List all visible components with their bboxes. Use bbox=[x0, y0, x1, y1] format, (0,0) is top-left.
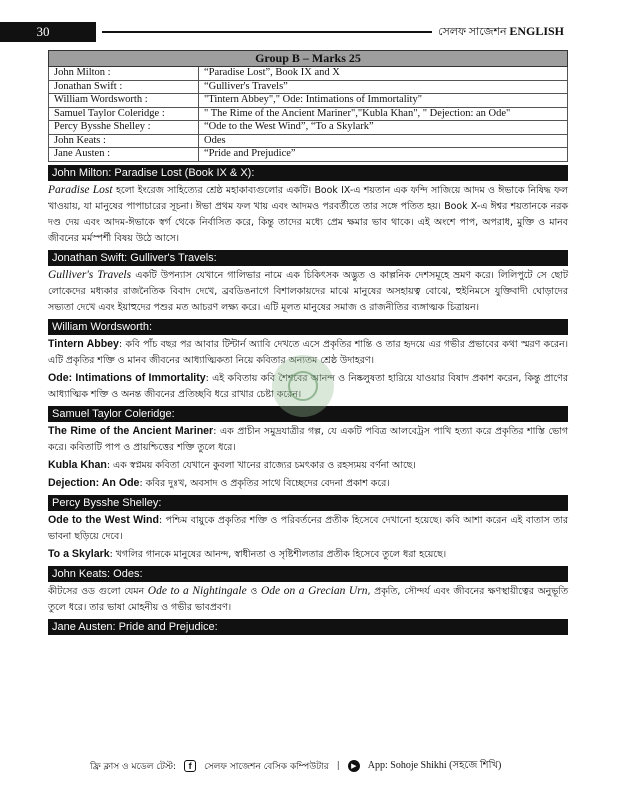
work-title: Ode on a Grecian Urn bbox=[260, 584, 368, 597]
group-table-title: Group B – Marks 25 bbox=[49, 51, 568, 67]
work-title: Tintern Abbey bbox=[48, 337, 119, 350]
milton-paragraph bbox=[48, 182, 568, 247]
section-heading-milton: John Milton: Paradise Lost (Book IX & X): bbox=[48, 165, 568, 181]
paragraph-text: : এক স্বপ্নময় কবিতা যেখানে কুবলা খানের রাজ্যের চমৎকার ও রহস্যময় বর্ণনা আছে। bbox=[106, 459, 416, 471]
coleridge-item-2 bbox=[48, 457, 568, 474]
brand-bn: সেলফ সাজেশন bbox=[438, 25, 507, 38]
table-row bbox=[49, 80, 568, 94]
footer-app-label[interactable]: App: Sohoje Shikhi (সহজে শিখি) bbox=[367, 759, 502, 771]
section-heading-austen: Jane Austen: Pride and Prejudice: bbox=[48, 619, 568, 635]
watermark-ring bbox=[288, 371, 318, 401]
paragraph-text: , প্রকৃতি, সৌন্দর্য এবং জীবনের ক্ষণস্থায়ীত্বের অনুভূতি তুলে ধরে। তার ভাষা মোহনীয় ও গভীর ভাবপ্রবণ। bbox=[48, 585, 568, 613]
coleridge-item-3 bbox=[48, 475, 568, 492]
swift-paragraph bbox=[48, 267, 568, 316]
header-brand bbox=[438, 23, 618, 42]
section-heading-shelley: Percy Bysshe Shelley: bbox=[48, 495, 568, 511]
work-title: Paradise Lost bbox=[48, 183, 113, 196]
works-cell: “Gulliver's Travels” bbox=[199, 80, 568, 94]
section-heading-swift: Jonathan Swift: Gulliver's Travels: bbox=[48, 250, 568, 266]
paragraph-text: একটি উপন্যাস যেখানে গালিভার নামে এক চিকিৎসক অদ্ভুত ও কাল্পনিক দেশসমূহে ভ্রমণ করে। লিলিপুটে সে ছোট লোকেদের মধ্যকার রাজনৈতিক বিবাদ দেখে, ব্রবডিঙনাগে বিশালকায়দের মাঝে মানুষের অসহায়ত্ব বোঝে, হুইনিমসে যুক্তিবাদী ঘোড়াদের সভ্যতা দেখে এবং ইয়াহুদের পশুর মত আচরণ লক্ষ্য করে। এটি মূলত মানুষের সমাজ ও রাজনীতির ব্যঙ্গাত্মক চিত্রায়ন। bbox=[48, 269, 569, 313]
table-row bbox=[49, 107, 568, 121]
works-cell: Odes bbox=[199, 134, 568, 148]
page-content bbox=[48, 50, 568, 635]
author-cell: John Keats : bbox=[49, 134, 199, 148]
author-cell: Samuel Taylor Coleridge : bbox=[49, 107, 199, 121]
group-b-table bbox=[48, 50, 568, 162]
section-heading-keats: John Keats: Odes: bbox=[48, 566, 568, 582]
page-number: 30 bbox=[0, 22, 96, 42]
work-title: Ode: Intimations of Immortality bbox=[48, 371, 206, 384]
paragraph-text: হলো ইংরেজ সাহিত্যের শ্রেষ্ঠ মহাকাব্যগুলোর একটি। Book IX-এ শয়তান এক ফন্দি সাজিয়ে আদম ও ঈভাকে নিষিদ্ধ ফল খাওয়ায়, যা মানুষের পাপাচারের সূচনা। ঈভা প্রথম ফল খায় এবং আদমও পরবর্তীতে তার সঙ্গে পতিত হয়। Book X-এ ঈশ্বর শয়তানকে নরক দণ্ড দেয় এবং আদম-ঈভাকে স্বর্গ থেকে নির্বাসিত করে, কিন্তু তাদের মধ্যে প্রেম ক্ষমার ভাব থাকে। এই অংশে পাপ, অপরাধ, মুক্তি ও মানব জীবনের মর্মস্পর্শী বিষয় উঠে আসে। bbox=[48, 184, 568, 244]
brand-en: ENGLISH bbox=[509, 23, 564, 38]
footer-separator: | bbox=[336, 761, 340, 771]
shelley-item-1 bbox=[48, 512, 568, 545]
paragraph-text: ও bbox=[246, 585, 261, 597]
works-cell: "Tintern Abbey"," Ode: Intimations of Immortality" bbox=[199, 94, 568, 108]
section-heading-coleridge: Samuel Taylor Coleridge: bbox=[48, 406, 568, 422]
work-title: Ode to a Nightingale bbox=[147, 584, 247, 597]
header-rule bbox=[102, 31, 432, 33]
page-header bbox=[0, 22, 618, 42]
table-row bbox=[49, 121, 568, 135]
works-cell: " The Rime of the Ancient Mariner","Kubla Khan", " Dejection: an Ode" bbox=[199, 107, 568, 121]
author-cell: Jonathan Swift : bbox=[49, 80, 199, 94]
page-footer bbox=[90, 757, 560, 775]
paragraph-text: : এক প্রাচীন সমুদ্রযাত্রীর গল্প, যে একটি পবিত্র আলবেট্রস পাখি হত্যা করে প্রকৃতির শাস্তি ভোগ করে। কবিতাটি পাপ ও প্রায়শ্চিত্তের শক্তি তুলে ধরে। bbox=[48, 425, 568, 453]
author-cell: John Milton : bbox=[49, 67, 199, 81]
paragraph-text: : কবি পাঁচ বছর পর আবার টিন্টার্ন অ্যাবি দেখতে এসে প্রকৃতির শান্তি ও তার হৃদয়ে এর গভীর প্রভাবের কথা স্মরণ করেন। এটি প্রকৃতির শক্তি ও মানব জীবনের আধ্যাত্মিকতা নিয়ে কবিতার অন্যতম শ্রেষ্ঠ উদাহরণ। bbox=[48, 338, 568, 366]
table-row bbox=[49, 94, 568, 108]
section-heading-wordsworth: William Wordsworth: bbox=[48, 319, 568, 335]
coleridge-item-1 bbox=[48, 423, 568, 456]
work-title: Kubla Khan bbox=[48, 458, 107, 471]
keats-paragraph bbox=[48, 583, 568, 616]
shelley-item-2 bbox=[48, 546, 568, 563]
works-cell: “Pride and Prejudice” bbox=[199, 148, 568, 162]
work-title: To a Skylark bbox=[48, 547, 110, 560]
works-cell: “Paradise Lost”, Book IX and X bbox=[199, 67, 568, 81]
work-title: Ode to the West Wind bbox=[48, 513, 159, 526]
footer-facebook-page[interactable]: সেলফ সাজেশন বেসিক কম্পিউটার bbox=[204, 761, 329, 772]
play-store-icon: ▶ bbox=[348, 760, 360, 772]
footer-free-class: ফ্রি ক্লাস ও মডেল টেস্ট: bbox=[90, 761, 177, 772]
paragraph-text: : পশ্চিম বায়ুকে প্রকৃতির শক্তি ও পরিবর্তনের প্রতীক হিসেবে দেখানো হয়েছে। কবি আশা করেন এই বাতাস তার ভাবনা ছড়িয়ে দেবে। bbox=[48, 514, 568, 542]
work-title: The Rime of the Ancient Mariner bbox=[48, 424, 214, 437]
facebook-icon: f bbox=[184, 760, 196, 772]
works-cell: “Ode to the West Wind”, “To a Skylark” bbox=[199, 121, 568, 135]
paragraph-text: কীটসের ওড গুলো যেমন bbox=[48, 585, 148, 597]
work-title: Gulliver's Travels bbox=[48, 268, 132, 281]
table-row bbox=[49, 67, 568, 81]
paragraph-text: : এই কবিতায় কবি শৈশবের আনন্দ ও নিষ্কলুষতা হারিয়ে যাওয়ার বিষাদ প্রকাশ করেন, কিন্তু প্রাণের আধ্যাত্মিক শক্তি ও অনন্ত জীবনের প্রতিচ্ছবি ধরে রাখার চেষ্টা করেন। bbox=[48, 372, 568, 400]
table-row bbox=[49, 148, 568, 162]
table-row bbox=[49, 134, 568, 148]
author-cell: Jane Austen : bbox=[49, 148, 199, 162]
author-cell: Percy Bysshe Shelley : bbox=[49, 121, 199, 135]
watermark-logo bbox=[272, 355, 334, 417]
paragraph-text: : খগলির গানকে মানুষের আনন্দ, স্বাধীনতা ও সৃষ্টিশীলতার প্রতীক হিসেবে তুলে ধরা হয়েছে। bbox=[109, 548, 447, 560]
paragraph-text: : কবির দুঃখ, অবসাদ ও প্রকৃতির সাথে বিচ্ছেদের বেদনা প্রকাশ করে। bbox=[139, 477, 390, 489]
author-cell: William Wordsworth : bbox=[49, 94, 199, 108]
work-title: Dejection: An Ode bbox=[48, 476, 140, 489]
